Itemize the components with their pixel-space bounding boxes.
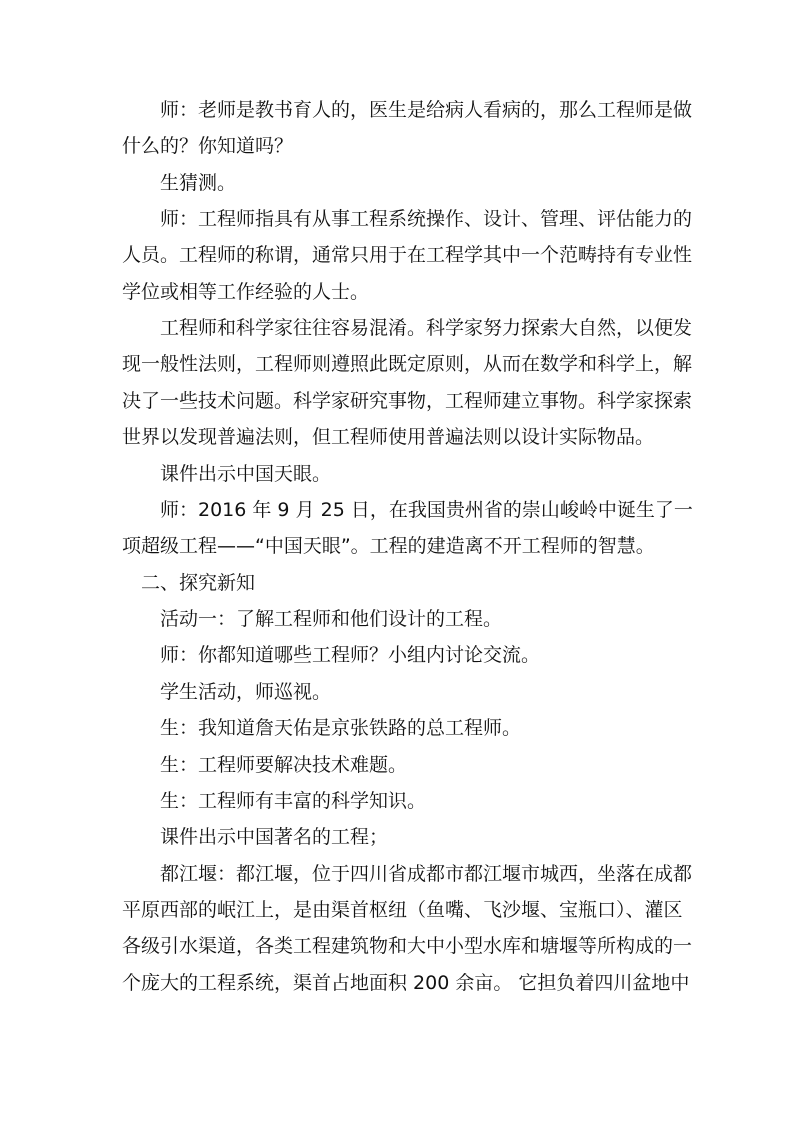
section-heading: 二、探究新知 <box>141 572 256 594</box>
paragraph-line: 活动一：了解工程师和他们设计的工程。 <box>160 608 503 630</box>
paragraph-line: 平原西部的岷江上，是由渠首枢纽（鱼嘴、飞沙堰、宝瓶口）、灌区 <box>122 899 683 921</box>
paragraph-line: 师：工程师指具有从事工程系统操作、设计、管理、评估能力的 <box>160 208 693 230</box>
paragraph-line: 学位或相等工作经验的人士。 <box>122 281 370 303</box>
paragraph-line: 都江堰：都江堰，位于四川省成都市都江堰市城西，坐落在成都 <box>160 863 693 885</box>
paragraph-line: 什么的？你知道吗？ <box>122 135 294 157</box>
paragraph-line: 学生活动，师巡视。 <box>160 681 332 703</box>
paragraph-line: 课件出示中国天眼。 <box>160 463 332 485</box>
paragraph-line: 师：2016 年 9 月 25 日，在我国贵州省的崇山峻岭中诞生了一 <box>160 499 693 521</box>
paragraph-line: 决了一些技术问题。科学家研究事物，工程师建立事物。科学家探索 <box>122 390 693 412</box>
paragraph-line: 师：你都知道哪些工程师？小组内讨论交流。 <box>160 644 541 666</box>
paragraph-line: 生：工程师要解决技术难题。 <box>160 754 408 776</box>
paragraph-line: 个庞大的工程系统，渠首占地面积 200 余亩。 它担负着四川盆地中 <box>122 972 690 994</box>
paragraph-line: 生猜测。 <box>160 172 237 194</box>
paragraph-line: 生：工程师有丰富的科学知识。 <box>160 790 427 812</box>
paragraph-line: 人员。工程师的称谓，通常只用于在工程学其中一个范畴持有专业性 <box>122 244 693 266</box>
paragraph-line: 工程师和科学家往往容易混淆。科学家努力探索大自然，以便发 <box>160 317 693 339</box>
paragraph-line: 现一般性法则，工程师则遵照此既定原则，从而在数学和科学上，解 <box>122 353 693 375</box>
paragraph-line: 课件出示中国著名的工程； <box>160 826 389 848</box>
paragraph-line: 生：我知道詹天佑是京张铁路的总工程师。 <box>160 717 522 739</box>
paragraph-line: 世界以发现普遍法则，但工程师使用普遍法则以设计实际物品。 <box>122 426 655 448</box>
paragraph-line: 项超级工程——“中国天眼”。工程的建造离不开工程师的智慧。 <box>122 535 655 557</box>
paragraph-line: 师：老师是教书育人的，医生是给病人看病的，那么工程师是做 <box>160 99 693 121</box>
paragraph-line: 各级引水渠道，各类工程建筑物和大中小型水库和塘堰等所构成的一 <box>122 935 693 957</box>
